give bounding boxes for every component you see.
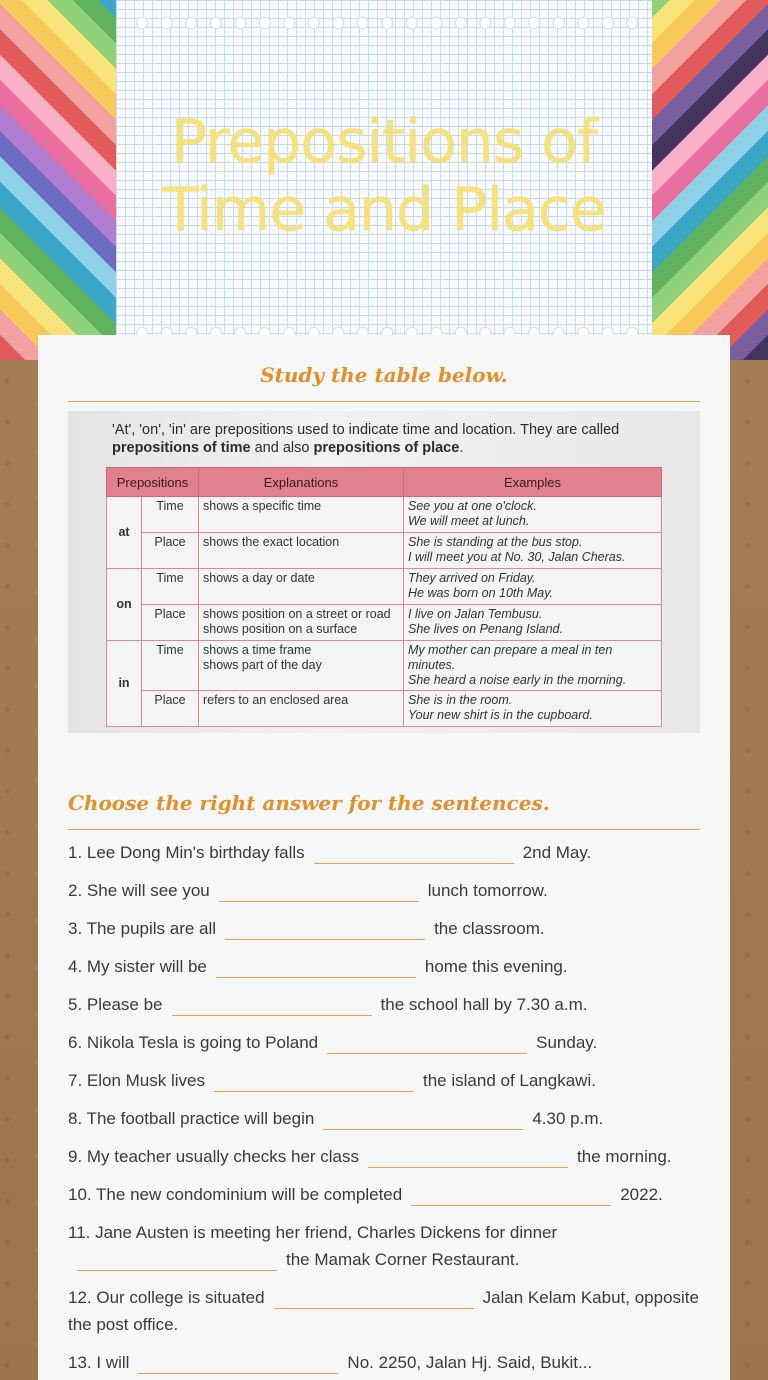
table-row [107,691,662,727]
sentence-end: Jalan Kelam Kabut, opposite the post office. [68,1288,699,1334]
answer-blank[interactable] [214,1069,414,1092]
explanation-cell: shows a day or date [199,569,404,605]
sentence-start: 8. The football practice will begin [68,1109,315,1128]
column-header: Examples [404,468,662,497]
table-row [107,569,662,605]
exercise-sentence [68,1349,704,1376]
sentence-start: 3. The pupils are all [68,919,217,938]
sentence-end: the school hall by 7.30 a.m. [380,995,588,1014]
answer-blank[interactable] [323,1107,523,1130]
answer-blank[interactable] [216,955,416,978]
kind-cell: Time [142,569,199,605]
answer-blank[interactable] [274,1286,474,1309]
answer-blank[interactable] [411,1183,611,1206]
page-title: Prepositions of Time and Place [162,107,606,245]
sentence-end: the morning. [577,1147,672,1166]
sentence-end: No. 2250, Jalan Hj. Said, Bukit... [347,1353,593,1372]
table-row [107,497,662,533]
exercise-sentence [68,1067,704,1094]
sentence-start: 10. The new condominium will be completed [68,1185,403,1204]
kind-cell: Place [142,605,199,641]
sentence-end: the Mamak Corner Restaurant. [286,1250,520,1269]
sentence-end: 2nd May. [522,843,592,862]
exercise-sentence [68,877,704,904]
exercise-sentence [68,1181,704,1208]
explanation-cell: shows position on a street or road shows position on a surface [199,605,404,641]
sentence-end: 4.30 p.m. [532,1109,604,1128]
exercise-sentence [68,1219,704,1273]
exercise-sentence [68,1029,704,1056]
preposition-cell: in [107,641,142,727]
table-row [107,605,662,641]
exercise-sentence [68,1105,704,1132]
exercise-sentence [68,839,704,866]
answer-blank[interactable] [219,879,419,902]
answer-blank[interactable] [327,1031,527,1054]
sentence-start: 11. Jane Austen is meeting her friend, Charles Dickens for dinner [68,1223,558,1242]
sentence-start: 5. Please be [68,995,163,1014]
sentence-end: lunch tomorrow. [427,881,548,900]
prepositions-table [106,467,662,727]
exercise-sentence [68,1143,704,1170]
textbook-image [68,411,700,733]
sentence-end: 2022. [620,1185,663,1204]
sentence-end: home this evening. [424,957,568,976]
sentence-start: 2. She will see you [68,881,210,900]
worksheet-card [38,335,730,1380]
exercise-list [68,839,704,1380]
sentence-end: Sunday. [536,1033,598,1052]
kind-cell: Place [142,691,199,727]
exercise-sentence [68,1284,704,1338]
answer-blank[interactable] [77,1248,277,1271]
preposition-cell: on [107,569,142,641]
exercise-sentence [68,991,704,1018]
divider [68,829,700,830]
explanation-cell: shows a time frame shows part of the day [199,641,404,691]
examples-cell: They arrived on Friday. He was born on 10th May. [404,569,662,605]
sentence-start: 1. Lee Dong Min's birthday falls [68,843,305,862]
answer-blank[interactable] [368,1145,568,1168]
preposition-cell: at [107,497,142,569]
sentence-start: 9. My teacher usually checks her class [68,1147,360,1166]
kind-cell: Place [142,533,199,569]
sentence-start: 6. Nikola Tesla is going to Poland [68,1033,319,1052]
column-header: Prepositions [107,468,199,497]
examples-cell: She is standing at the bus stop. I will meet you at No. 30, Jalan Cheras. [404,533,662,569]
sentence-start: 7. Elon Musk lives [68,1071,205,1090]
exercise-sentence [68,953,704,980]
examples-cell: She is in the room. Your new shirt is in the cupboard. [404,691,662,727]
study-heading: Study the table below. [260,363,508,387]
kind-cell: Time [142,641,199,691]
explanation-cell: refers to an enclosed area [199,691,404,727]
examples-cell: My mother can prepare a meal in ten minutes. She heard a noise early in the morning. [404,641,662,691]
textbook-intro: 'At', 'on', 'in' are prepositions used to indicate time and location. They are called prepositions of time and also prepositions of place. [112,422,620,456]
sentence-start: 12. Our college is situated [68,1288,265,1307]
notebook-holes-top [130,16,640,30]
answer-blank[interactable] [172,993,372,1016]
exercise-sentence [68,915,704,942]
table-row [107,533,662,569]
examples-cell: See you at one o'clock. We will meet at lunch. [404,497,662,533]
sentence-start: 13. I will [68,1353,130,1372]
column-header: Explanations [199,468,404,497]
sentence-start: 4. My sister will be [68,957,207,976]
explanation-cell: shows the exact location [199,533,404,569]
header-banner [0,0,768,360]
table-row [107,641,662,691]
exercise-heading: Choose the right answer for the sentences. [68,791,550,815]
answer-blank[interactable] [314,841,514,864]
answer-blank[interactable] [225,917,425,940]
kind-cell: Time [142,497,199,533]
sentence-end: the classroom. [434,919,545,938]
divider [68,401,700,402]
examples-cell: I live on Jalan Tembusu. She lives on Penang Island. [404,605,662,641]
sentence-end: the island of Langkawi. [423,1071,596,1090]
answer-blank[interactable] [138,1351,338,1374]
explanation-cell: shows a specific time [199,497,404,533]
